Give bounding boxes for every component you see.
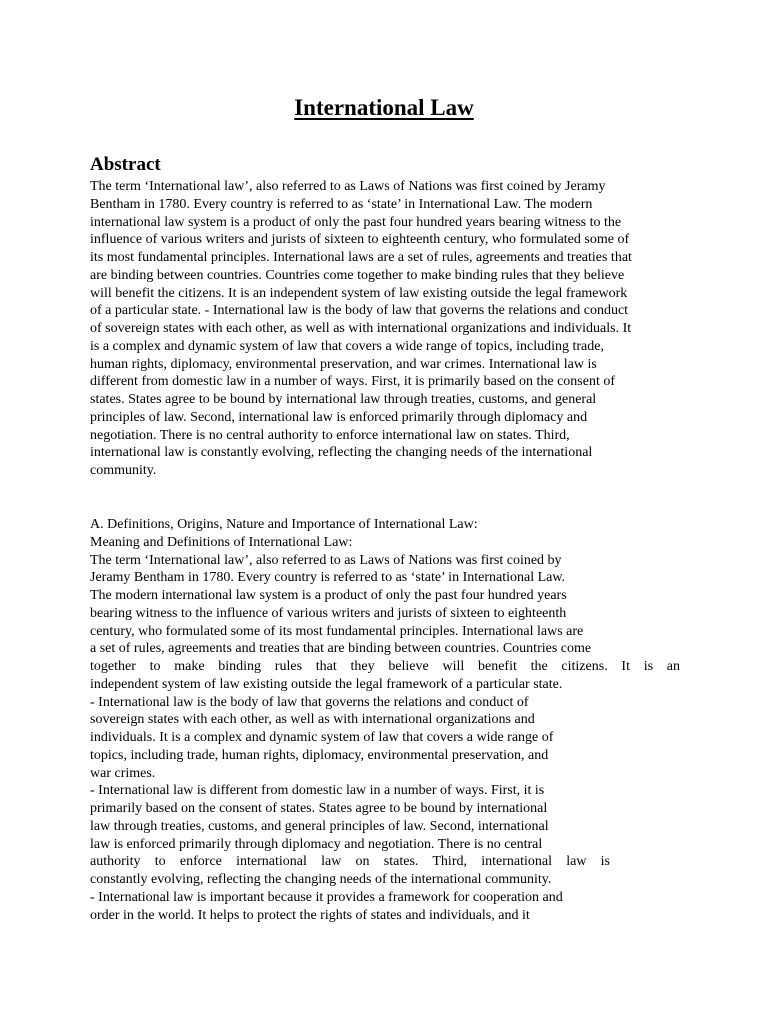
abstract-line: will benefit the citizens. It is an independent system of law existing outside the legal framework xyxy=(90,285,628,301)
section-line: constantly evolving, reflecting the changing needs of the international community. xyxy=(90,872,552,887)
section-line: - International law is important because it provides a framework for cooperation and xyxy=(90,889,563,905)
abstract-line: are binding between countries. Countries come together to make binding rules that they believe xyxy=(90,267,625,283)
abstract-line: of a particular state. - International law is the body of law that governs the relations and conduct xyxy=(90,303,629,319)
abstract-line: states. States agree to be bound by international law through treaties, customs, and general xyxy=(90,392,597,407)
section-line: authority to enforce international law on states. Third, international law is xyxy=(90,854,610,870)
document-title: International Law xyxy=(294,95,474,120)
abstract-line: of sovereign states with each other, as well as with international organizations and individuals. It xyxy=(90,321,632,336)
section-line: The modern international law system is a product of only the past four hundred years xyxy=(90,588,567,603)
section-line: law through treaties, customs, and general principles of law. Second, international xyxy=(90,818,549,834)
section-line: topics, including trade, human rights, diplomacy, environmental preservation, and xyxy=(90,747,549,763)
section-line: order in the world. It helps to protect the rights of states and individuals, and it xyxy=(90,907,530,923)
section-line: primarily based on the consent of states. States agree to be bound by international xyxy=(90,801,548,816)
abstract-line: The term ‘International law’, also referred to as Laws of Nations was first coined by Jeramy xyxy=(90,179,606,194)
section-line: - International law is the body of law that governs the relations and conduct of xyxy=(90,694,529,710)
abstract-heading: Abstract xyxy=(90,154,161,175)
section-line: law is enforced primarily through diplomacy and negotiation. There is no central xyxy=(90,836,543,852)
abstract-line: is a complex and dynamic system of law that covers a wide range of topics, including trade, xyxy=(90,338,604,354)
abstract-line: international law is constantly evolving, reflecting the changing needs of the international xyxy=(90,445,593,461)
abstract-line: negotiation. There is no central authority to enforce international law on states. Third, xyxy=(90,427,570,443)
abstract-line: its most fundamental principles. International laws are a set of rules, agreements and treaties that xyxy=(90,250,632,265)
section-line: The term ‘International law’, also referred to as Laws of Nations was first coined by xyxy=(90,552,562,568)
abstract-line: influence of various writers and jurists of sixteen to eighteenth century, who formulated some of xyxy=(90,232,630,248)
section-heading: A. Definitions, Origins, Nature and Importance of International Law: xyxy=(90,517,478,532)
section-line: individuals. It is a complex and dynamic system of law that covers a wide range of xyxy=(90,730,554,745)
definitions-section xyxy=(90,516,680,924)
abstract-line: different from domestic law in a number of ways. First, it is primarily based on the consent of xyxy=(90,374,616,390)
abstract-line: principles of law. Second, international law is enforced primarily through diplomacy and xyxy=(90,409,588,425)
section-line: independent system of law existing outside the legal framework of a particular state. xyxy=(90,676,563,692)
section-line: century, who formulated some of its most fundamental principles. International laws are xyxy=(90,623,584,639)
section-line: a set of rules, agreements and treaties that are binding between countries. Countries come xyxy=(90,641,592,657)
section-line: sovereign states with each other, as well as with international organizations and xyxy=(90,712,535,728)
section-line: Jeramy Bentham in 1780. Every country is referred to as ‘state’ in International Law. xyxy=(90,570,566,586)
abstract-line: human rights, diplomacy, environmental preservation, and war crimes. International law is xyxy=(90,356,597,372)
section-line: - International law is different from domestic law in a number of ways. First, it is xyxy=(90,783,545,799)
abstract-line: international law system is a product of only the past four hundred years bearing witness to the xyxy=(90,214,622,230)
section-line: war crimes. xyxy=(90,765,156,781)
section-line: bearing witness to the influence of various writers and jurists of sixteen to eighteenth xyxy=(90,605,567,621)
section-line: together to make binding rules that they believe will benefit the citizens. It is an xyxy=(90,659,680,674)
abstract-line: Bentham in 1780. Every country is referred to as ‘state’ in International Law. The modern xyxy=(90,196,593,212)
section-subheading: Meaning and Definitions of International Law: xyxy=(90,534,353,550)
abstract-paragraph xyxy=(90,178,676,480)
abstract-line: community. xyxy=(90,463,157,478)
